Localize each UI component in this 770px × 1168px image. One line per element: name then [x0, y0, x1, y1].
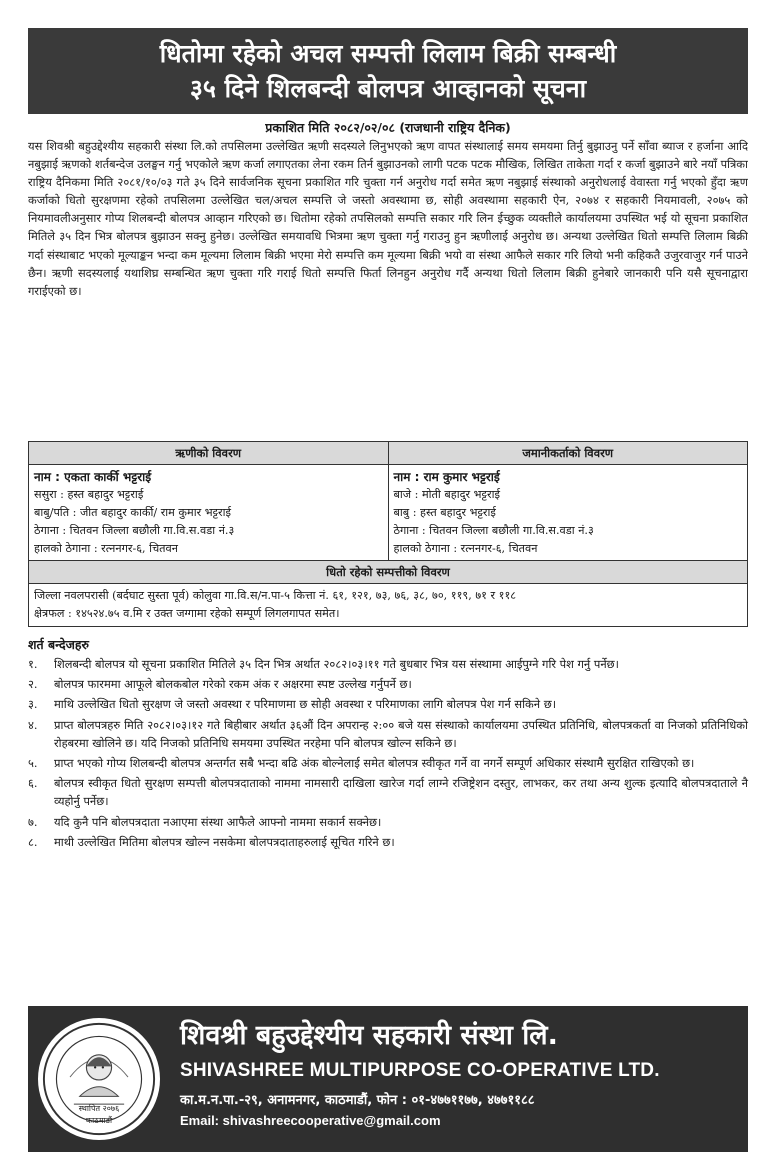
borrower-father-husband: बाबु/पति : जीत बहादुर कार्की/ राम कुमार भट्टराई [34, 506, 232, 519]
notice-page [28, 28, 748, 1156]
property-area: क्षेत्रफल : १४५२४.७५ व.मि र उक्त जग्गामा रहेको सम्पूर्ण लिगलगापत समेत। [34, 607, 340, 620]
term-number: २. [28, 677, 38, 692]
term-item [28, 716, 748, 752]
guarantor-current-address: हालको ठेगाना : रत्ननगर-६, चितवन [393, 542, 538, 555]
cooperative-seal-logo [38, 1018, 160, 1140]
borrower-heading: ऋणीको विवरण [29, 442, 389, 465]
guarantor-address: ठेगाना : चितवन जिल्ला बछौली गा.वि.स.वडा नं.३ [393, 524, 594, 537]
borrower-details [29, 465, 389, 561]
cooperative-email: Email: shivashreecooperative@gmail.com [180, 1113, 441, 1128]
property-heading: धितो रहेको सम्पत्तीको विवरण [29, 561, 748, 584]
term-text: बोलपत्र फारममा आफूले बोलकबोल गरेको रकम अंक र अक्षरमा स्पष्ट उल्लेख गर्नुपर्ने छ। [54, 677, 412, 692]
property-location: जिल्ला नवलपरासी (बर्दघाट सुस्ता पूर्व) कोलुवा गा.वि.स/न.पा-५ कित्ता नं. ६१, १२१, ७३, ७६, ३८, ७०, ११९, ७१ र ११८ [34, 589, 517, 602]
cooperative-footer [28, 1006, 748, 1152]
term-text: माथि उल्लेखित धितो सुरक्षण जे जस्तो अवस्था र परिमाणमा छ सोही अवस्था र परिमाणका लागि बोलपत्र पेश गर्न सकिने छ। [54, 697, 557, 712]
notice-title-line2: ३५ दिने शिलबन्दी बोलपत्र आव्हानको सूचना [189, 74, 587, 103]
guarantor-heading: जमानीकर्ताको विवरण [388, 442, 748, 465]
term-text: प्राप्त भएको गोप्य शिलबन्दी बोलपत्र अन्तर्गत सबै भन्दा बढि अंक बोल्नेलाई समेत बोलपत्र स्वीकृत गर्ने वा नगर्ने सम्पूर्ण अधिकार संस्थामै सुरक्षित राखिएको छ। [54, 756, 695, 771]
property-details [29, 584, 748, 627]
term-number: ४. [28, 717, 38, 732]
term-number: ३. [28, 697, 38, 712]
notice-title-line1: धितोमा रहेको अचल सम्पत्ती लिलाम बिक्री सम्बन्धी [159, 39, 617, 68]
term-item [28, 675, 748, 693]
seal-city: काठमाडौं [85, 1116, 113, 1125]
term-text: बोलपत्र स्वीकृत धितो सुरक्षण सम्पत्ती बोलपत्रदाताको नाममा नामसारी दाखिला खारेज गर्दा लाग्ने रजिष्ट्रेशन दस्तुर, लाभकर, कर तथा अन्य शुल्क इत्यादि बोलपत्रदाताले नै व्यहोर्नु पर्नेछ। [54, 776, 748, 809]
term-number: ५. [28, 756, 38, 771]
seal-year: स्थापित २०७६ [78, 1104, 120, 1113]
borrower-father-in-law: ससुरा : हस्त बहादुर भट्टराई [34, 488, 144, 501]
term-item [28, 813, 748, 831]
term-text: शिलबन्दी बोलपत्र यो सूचना प्रकाशित मितिले ३५ दिन भित्र अर्थात २०८२।०३।११ गते बुधबार भित्र यस संस्थामा आईपुग्ने गरि पेश गर्नु पर्नेछ। [54, 657, 619, 671]
cooperative-name-nepali: शिवश्री बहुउद्देश्यीय सहकारी संस्था लि. [180, 1020, 558, 1051]
cooperative-name-english: SHIVASHREE MULTIPURPOSE CO-OPERATIVE LTD. [180, 1060, 660, 1081]
publication-date: प्रकाशित मिति २०८२/०२/०८ (राजधानी राष्ट्रिय दैनिक) [265, 120, 511, 135]
term-item [28, 833, 748, 851]
borrower-current-address: हालको ठेगाना : रत्ननगर-६, चितवन [34, 542, 178, 555]
borrower-address: ठेगाना : चितवन जिल्ला बछौली गा.वि.स.वडा नं.३ [34, 524, 235, 537]
term-text: यदि कुनै पनि बोलपत्रदाता नआएमा संस्था आफैले आफ्नो नाममा सकार्न सक्नेछ। [54, 814, 382, 829]
cooperative-address-phone: का.म.न.पा.-२९, अनामनगर, काठमाडौं, फोन : ०१-४७७११७७, ४७७११८८ [180, 1093, 535, 1108]
guarantor-grandfather: बाजे : मोती बहादुर भट्टराई [393, 488, 500, 501]
details-table [28, 441, 748, 627]
footer-text-block [180, 1016, 740, 1130]
term-text: प्राप्त बोलपत्रहरु मिति २०८२।०३।१२ गते बिहीबार अर्थात ३६औं दिन अपरान्ह २:०० बजे यस संस्थाको कार्यालयमा उपस्थित प्रतिनिधि, बोलपत्रकर्ता वा निजको प्रतिनिधिको रोहबरमा खोलिने छ। यदि निजको प्रतिनिधि समयमा उपस्थित नरहेमा पनि बोलपत्र खोल्न सकिने छ। [54, 717, 748, 750]
term-item [28, 774, 748, 810]
term-text: माथी उल्लेखित मितिमा बोलपत्र खोल्न नसकेमा बोलपत्रदाताहरुलाई सूचित गरिने छ। [54, 834, 395, 849]
terms-heading: शर्त बन्देजहरु [28, 637, 90, 652]
guarantor-father: बाबु : हस्त बहादुर भट्टराई [393, 506, 496, 519]
notice-body: यस शिवश्री बहुउद्देश्यीय सहकारी संस्था लि.को तपसिलमा उल्लेखित ऋणी सदस्यले लिनुभएको ऋण वापत संस्थालाई समय समयमा तिर्नु बुझाउनु पर्ने साँवा ब्याज र हर्जाना आदि नबुझाई ऋणको शर्तबन्देज उलङ्घन गर्नु भएकोले ऋण कर्जा लगाएतका लेना रकम तिर्न बुझाउनको लागी पटक पटक मौखिक, लिखित ताकेता गर्दा र कर्जा बुझाउने बारे नयाँ पत्रिका राष्ट्रिय दैनिकमा मिति २०८१/१०/०३ गते ३५ दिने सार्वजनिक सूचना प्रकाशित गरि चुक्ता गर्न अनुरोध गर्दा समेत ऋण नबुझाई संस्थाको अनुरोधलाई वेवास्ता गर्नु भएको हुँदा ऋण कर्जाको धितो सुरक्षणमा रहेको तपसिलमा उल्लेखित चल/अचल सम्पत्ति जे जस्तो अवस्थामा छ, सोही अवस्थामा सहकारी ऐन, २०७४ र सहकारी नियमावली, २०७५ को नियमावलीअनुसार गोप्य शिलबन्दी बोलपत्र आव्हान गरिएको छ। धितोमा रहेको तपसिलको सम्पत्ति सकार गरि लिन ईच्छुक व्यक्तीले कार्यालयमा उपस्थित भई यो सूचना प्रकाशित मितिले ३५ दिन भित्र बोलपत्र बुझाउन सक्नु हुनेछ। उल्लेखित समयावधि भित्रमा ऋण चुक्ता गर्नु गराउनु हुन ऋणीलाई अनुरोध छ। अन्यथा उल्लेखित धितो सम्पत्ति लिलाम बिक्री गर्दा संस्थाबाट भएको मूल्याङ्कन भन्दा कम मूल्यमा लिलाम बिक्री भएमा मेरो सम्पत्ति कम मूल्यमा बिक्री भयो वा संस्था आफैले सकार गरि लियो भनी कहिकतै उजुरवाजुर गर्न पाउने छैन। ऋणी सदस्यलाई यथाशिघ्र सम्बन्धित ऋण चुक्ता गरि गराई धितो सम्पत्ति फिर्ता लिनहुन अनुरोध गर्दै अन्यथा धितो लिलाम बिक्री हुनेबारे जानकारी पनि यसै सूचनाद्वारा गराईएको छ। [28, 139, 748, 298]
guarantor-name: नाम : राम कुमार भट्टराई [393, 470, 500, 484]
borrower-name: नाम : एकता कार्की भट्टराई [34, 470, 152, 484]
term-item [28, 754, 748, 772]
term-item [28, 695, 748, 713]
term-number: १. [28, 657, 38, 671]
guarantor-details [388, 465, 748, 561]
terms-list [28, 655, 748, 851]
term-number: ८. [28, 834, 38, 849]
notice-title-band [28, 28, 748, 114]
term-number: ६. [28, 776, 38, 791]
term-number: ७. [28, 814, 38, 829]
term-item [28, 655, 748, 673]
